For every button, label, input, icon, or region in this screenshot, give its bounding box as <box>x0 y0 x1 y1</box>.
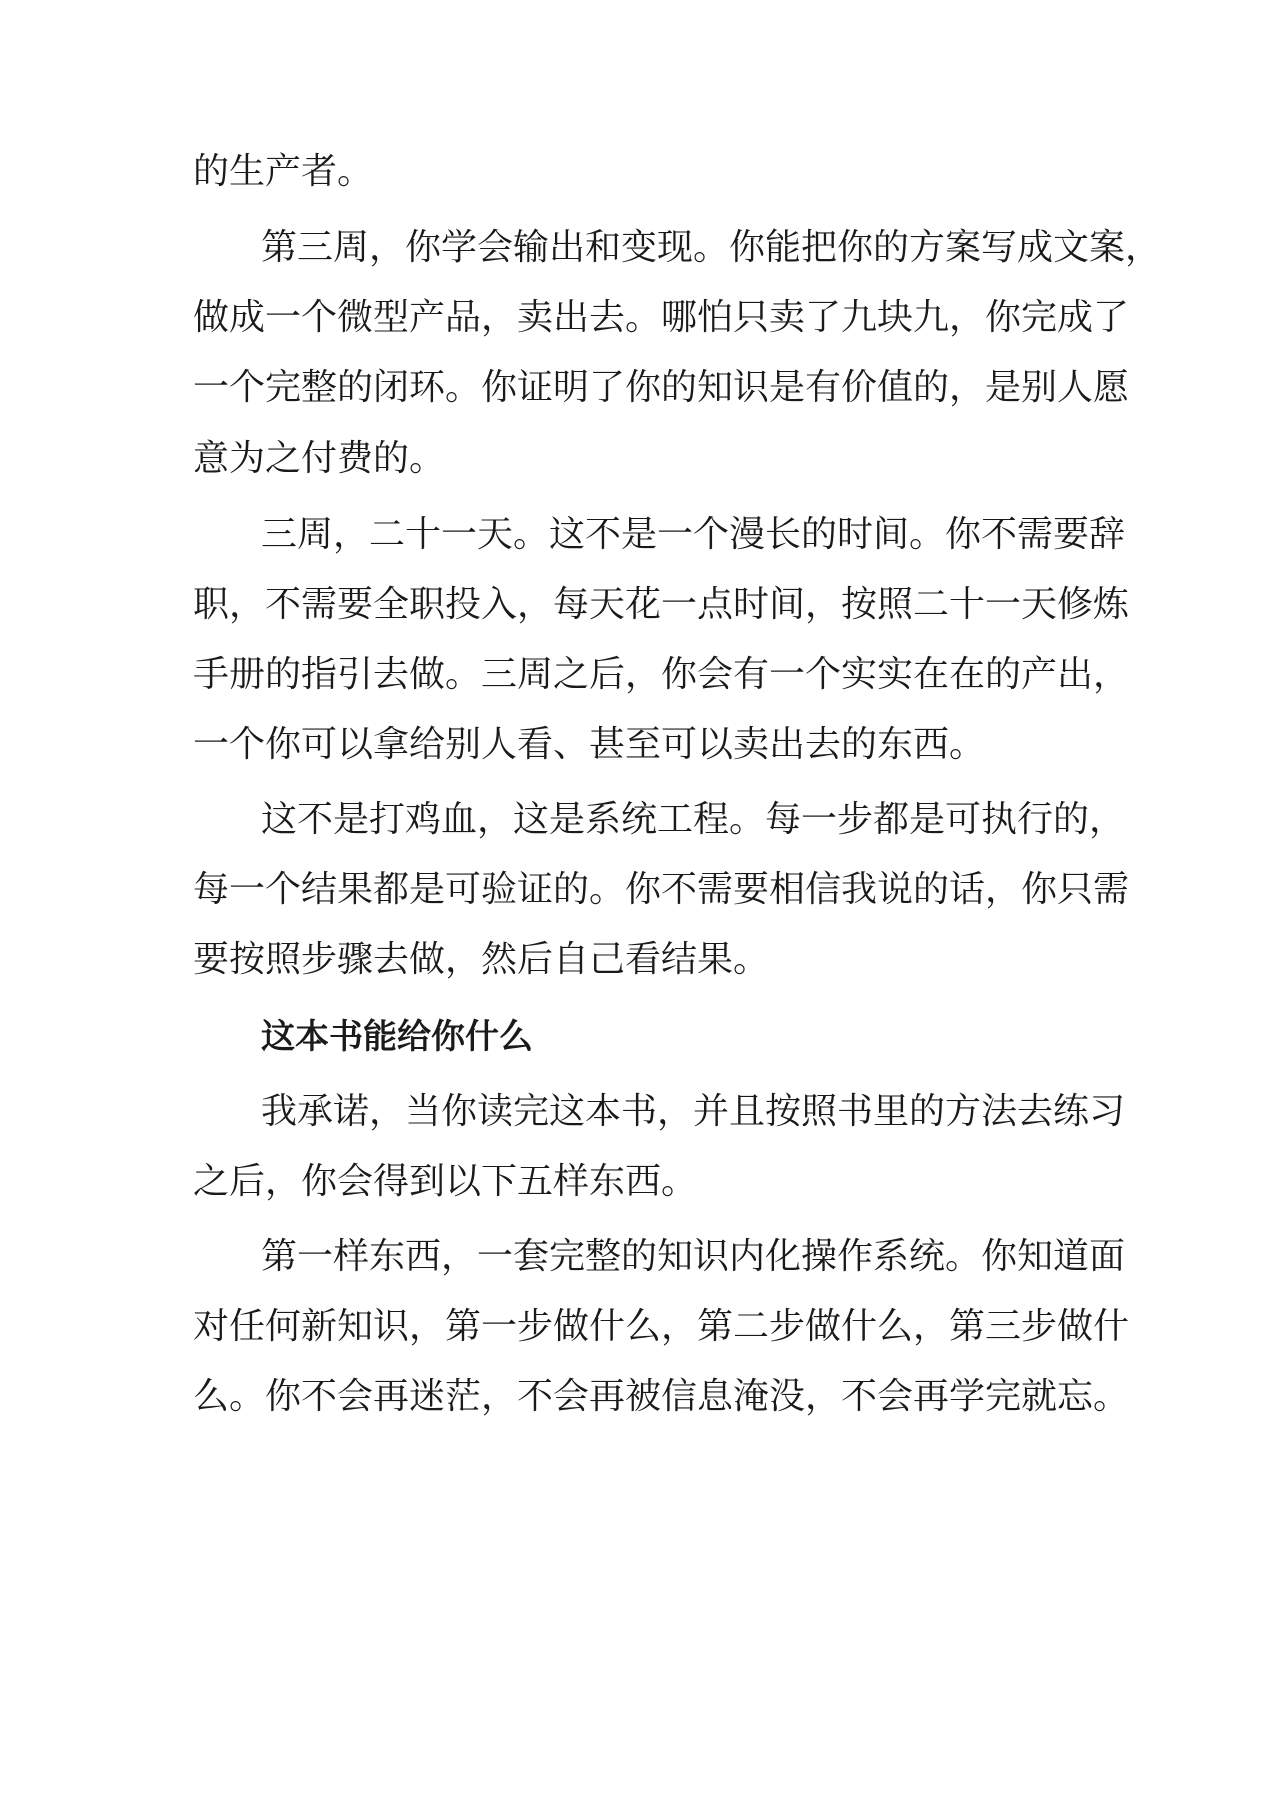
paragraph-line: 做成一个微型产品，卖出去。哪怕只卖了九块九，你完成了 <box>193 297 1130 338</box>
paragraph-line: 要按照步骤去做，然后自己看结果。 <box>193 939 770 980</box>
paragraph-line: 三周，二十一天。这不是一个漫长的时间。你不需要辞 <box>261 514 1126 555</box>
section-heading: 这本书能给你什么 <box>261 1017 533 1057</box>
paragraph-line: 一个完整的闭环。你证明了你的知识是有价值的，是别人愿 <box>193 367 1130 408</box>
paragraph-line: 之后，你会得到以下五样东西。 <box>193 1161 698 1202</box>
paragraph-line: 意为之付费的。 <box>193 438 446 479</box>
paragraph-line: 职，不需要全职投入，每天花一点时间，按照二十一天修炼 <box>193 584 1130 625</box>
paragraph-line: 我承诺，当你读完这本书，并且按照书里的方法去练习 <box>261 1091 1126 1132</box>
paragraph-line: 么。你不会再迷茫，不会再被信息淹没，不会再学完就忘。 <box>193 1376 1130 1417</box>
paragraph-line: 每一个结果都是可验证的。你不需要相信我说的话，你只需 <box>193 869 1130 910</box>
paragraph-line: 第三周，你学会输出和变现。你能把你的方案写成文案， <box>261 227 1162 268</box>
paragraph-line: 手册的指引去做。三周之后，你会有一个实实在在的产出， <box>193 654 1130 695</box>
paragraph-line: 第一样东西，一套完整的知识内化操作系统。你知道面 <box>261 1236 1126 1277</box>
paragraph-line: 这不是打鸡血，这是系统工程。每一步都是可执行的， <box>261 799 1126 840</box>
paragraph-line: 一个你可以拿给别人看、甚至可以卖出去的东西。 <box>193 724 986 765</box>
paragraph-line: 的生产者。 <box>193 151 374 192</box>
paragraph-line: 对任何新知识，第一步做什么，第二步做什么，第三步做什 <box>193 1306 1130 1347</box>
